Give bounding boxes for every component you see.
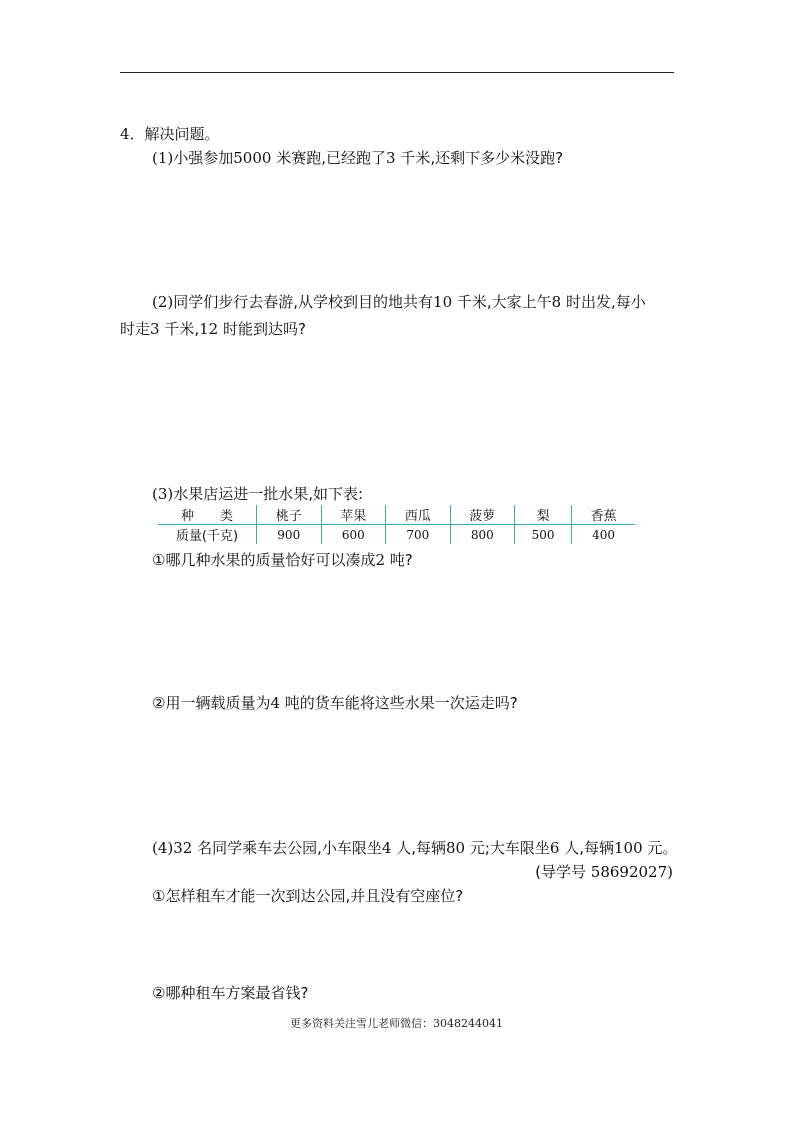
question-2-line-2: 时走3 千米,12 时能到达吗?: [120, 320, 306, 338]
question-4-sub-2: ②哪种租车方案最省钱?: [152, 984, 309, 1002]
question-3-intro: (3)水果店运进一批水果,如下表:: [152, 485, 364, 503]
table-cell: 500: [515, 525, 572, 545]
table-header-row: [158, 505, 635, 525]
question-2-line-1: (2)同学们步行去春游,从学校到目的地共有10 千米,大家上午8 时出发,每小: [152, 293, 646, 311]
guide-number: (导学号 58692027): [535, 863, 673, 881]
table-row: [158, 525, 635, 545]
table-cell: 700: [386, 525, 451, 545]
table-cell: 400: [572, 525, 635, 545]
table-header-cell: 种 类: [158, 505, 257, 525]
section-heading: [120, 124, 220, 144]
footer-note: 更多资料关注雪儿老师微信：3048244041: [290, 1017, 503, 1030]
question-3-sub-2: ②用一辆载质量为4 吨的货车能将这些水果一次运走吗?: [152, 694, 518, 712]
table-header-cell: 桃子: [257, 505, 322, 525]
table-header-cell: 菠萝: [450, 505, 515, 525]
table-cell: 600: [321, 525, 386, 545]
table-cell: 800: [450, 525, 515, 545]
question-4-sub-1: ①怎样租车才能一次到达公园,并且没有空座位?: [152, 887, 464, 905]
table-cell: 质量(千克): [175, 529, 239, 544]
table-header-cell: 香蕉: [572, 505, 635, 525]
table-header-cell: 西瓜: [386, 505, 451, 525]
question-3-sub-1: ①哪几种水果的质量恰好可以凑成2 吨?: [152, 551, 413, 569]
question-4-line-1: (4)32 名同学乘车去公园,小车限坐4 人,每辆80 元;大车限坐6 人,每辆100 元。: [152, 839, 678, 857]
fruit-weight-table: [158, 505, 635, 544]
header-rule: [120, 72, 674, 73]
section-title: 解决问题。: [144, 125, 220, 143]
table-header-cell: 梨: [515, 505, 572, 525]
section-number: 4．: [120, 125, 145, 143]
table-header-cell: 苹果: [321, 505, 386, 525]
question-1: (1)小强参加5000 米赛跑,已经跑了3 千米,还剩下多少米没跑?: [152, 149, 564, 167]
table-cell: 900: [257, 525, 322, 545]
